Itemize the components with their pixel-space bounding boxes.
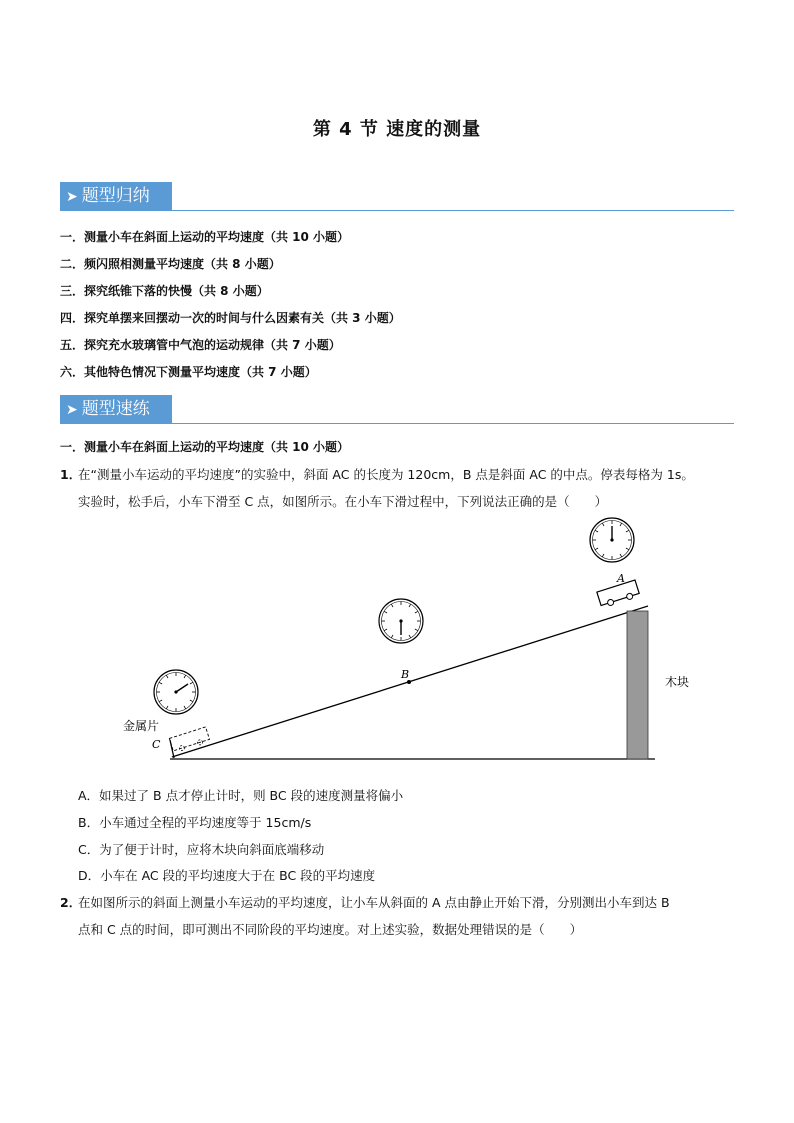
metal-sheet-label: 金属片 — [123, 719, 160, 733]
stopwatch-icon — [379, 599, 423, 643]
question-text-line: 在“测量小车运动的平均速度”的实验中，斜面 AC 的长度为 120cm，B 点是斜面 AC 的中点。停表每格为 1s。 — [78, 467, 694, 482]
stopwatch-icon — [590, 518, 634, 562]
section-subheading: 一．测量小车在斜面上运动的平均速度（共 10 小题） — [60, 440, 350, 454]
answer-option-c: C．为了便于计时，应将木块向斜面底端移动 — [78, 842, 325, 857]
wood-block — [627, 611, 648, 759]
point-b-label: B — [401, 668, 410, 681]
question-number: 2． — [60, 895, 82, 910]
point-c-label: C — [152, 738, 161, 751]
question-text-line: 点和 C 点的时间，即可测出不同阶段的平均速度。对上述实验，数据处理错误的是（ ） — [78, 922, 583, 937]
wood-block-label: 木块 — [665, 675, 690, 689]
question-text-line: 实验时，松手后，小车下滑至 C 点，如图所示。在小车下滑过程中，下列说法正确的是（ ） — [78, 494, 608, 509]
arrow-icon: ➤ — [66, 189, 78, 205]
section-label: 题型归纳 — [81, 186, 150, 206]
toc-item: 二．频闪照相测量平均速度（共 8 小题） — [60, 257, 281, 271]
metal-sheet — [170, 740, 174, 758]
toc-item: 六．其他特色情况下测量平均速度（共 7 小题） — [60, 365, 317, 379]
toc-item: 四．探究单摆来回摆动一次的时间与什么因素有关（共 3 小题） — [60, 311, 401, 325]
answer-option-b: B．小车通过全程的平均速度等于 15cm/s — [78, 815, 312, 830]
point-a-label: A — [617, 572, 625, 585]
answer-option-d: D．小车在 AC 段的平均速度大于在 BC 段的平均速度 — [78, 868, 376, 883]
arrow-icon: ➤ — [66, 402, 78, 418]
stopwatch-icon — [154, 670, 198, 714]
question-number: 1． — [60, 467, 82, 482]
section-label: 题型速练 — [81, 399, 150, 419]
cart-c-dashed — [169, 727, 210, 753]
answer-option-a: A．如果过了 B 点才停止计时，则 BC 段的速度测量将偏小 — [78, 788, 404, 803]
question-text-line: 在如图所示的斜面上测量小车运动的平均速度，让小车从斜面的 A 点由静止开始下滑，分别测出小车到达 B — [78, 895, 670, 910]
page-title: 第 4 节 速度的测量 — [312, 119, 482, 140]
toc-item: 一．测量小车在斜面上运动的平均速度（共 10 小题） — [60, 230, 350, 244]
toc-item: 五．探究充水玻璃管中气泡的运动规律（共 7 小题） — [60, 338, 341, 352]
toc-item: 三．探究纸锥下落的快慢（共 8 小题） — [60, 284, 269, 298]
